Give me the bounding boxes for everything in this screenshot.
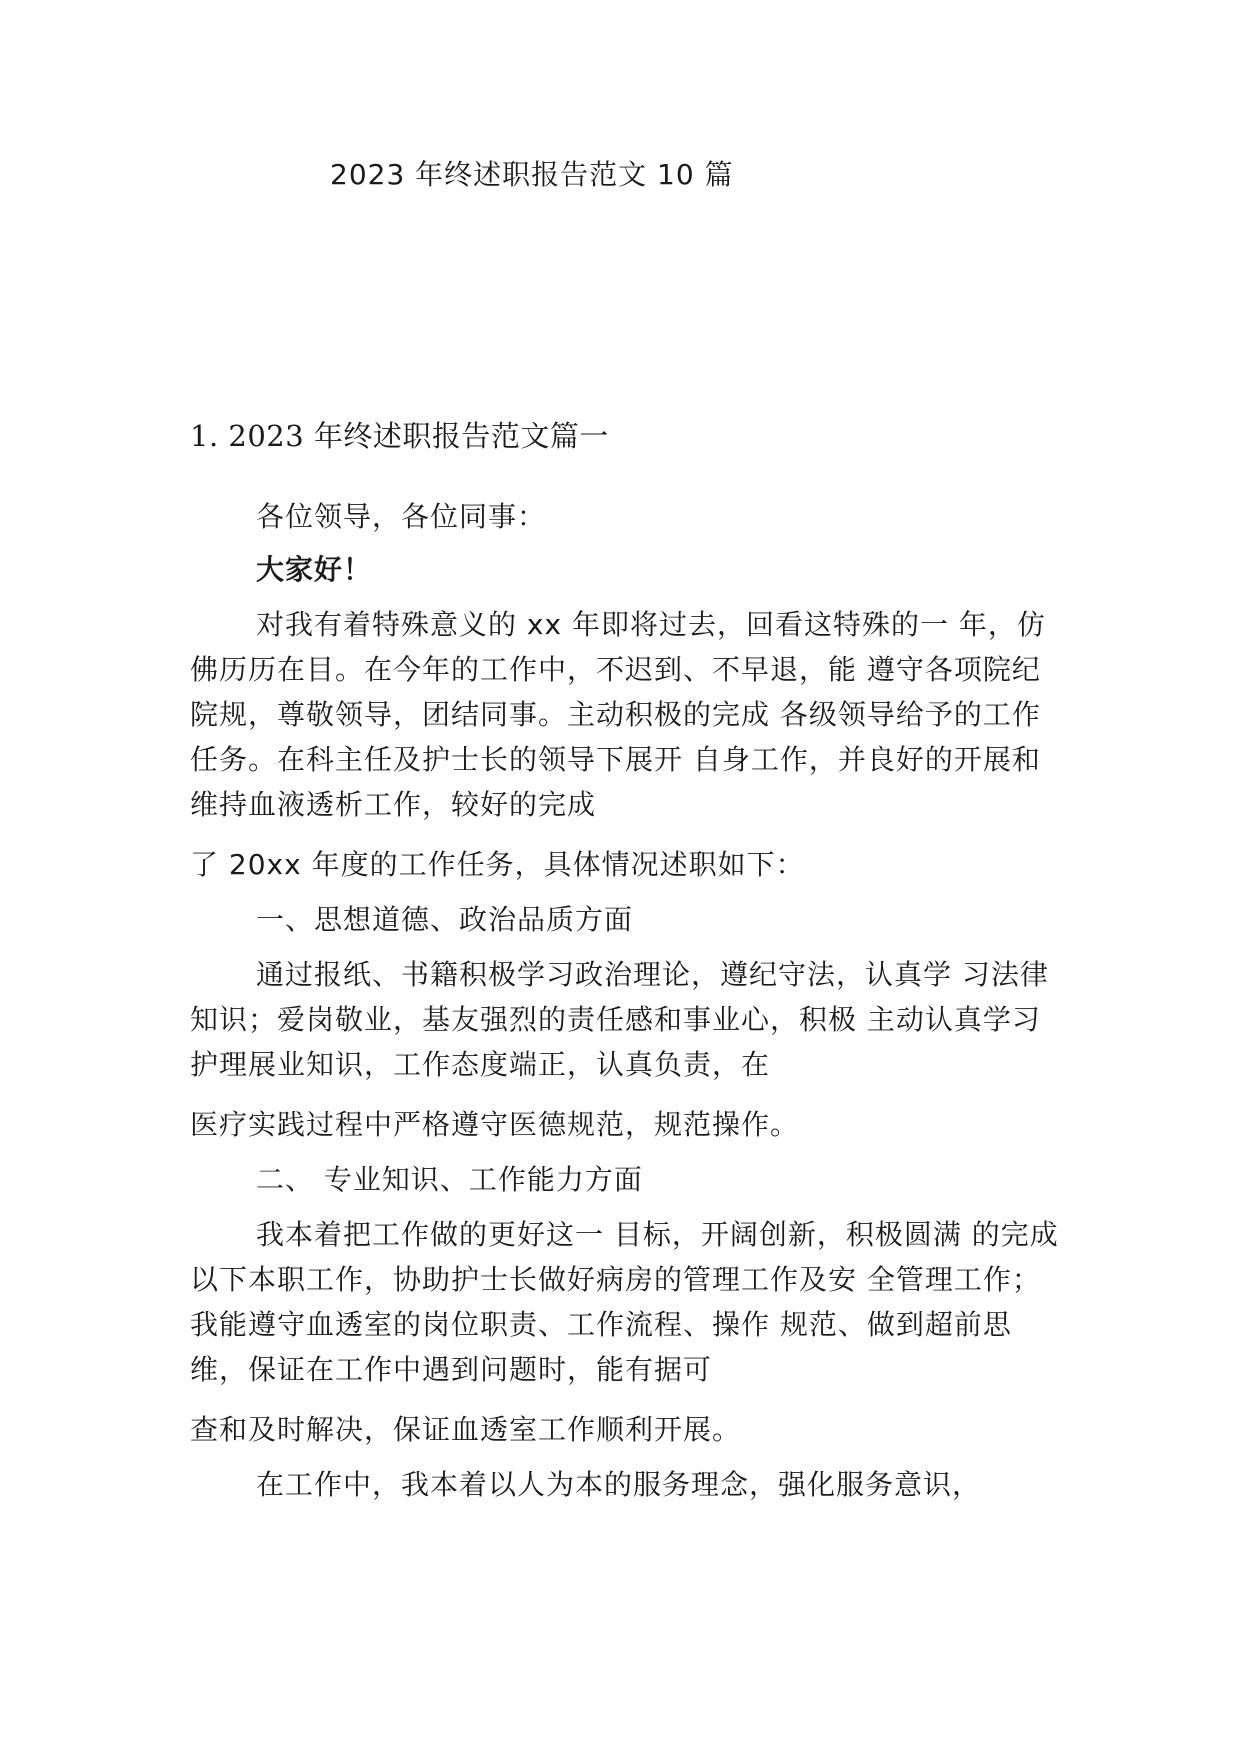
paragraph-line: 在工作中，我本着以人为本的服务理念，强化服务意识，	[256, 1468, 982, 1501]
section-title: 1. 2023 年终述职报告范文篇一	[190, 419, 609, 453]
paragraph-line: 以下本职工作，协助护士长做好病房的管理工作及安 全管理工作；	[190, 1263, 1041, 1296]
paragraph-line: 对我有着特殊意义的 xx 年即将过去，回看这特殊的一 年，仿	[256, 608, 1046, 641]
paragraph-line: 佛历历在目。在今年的工作中，不迟到、不早退，能 遵守各项院纪	[190, 653, 1041, 686]
paragraph-line: 了 20xx 年度的工作任务，具体情况述职如下：	[190, 848, 805, 881]
paragraph-line: 通过报纸、书籍积极学习政治理论，遵纪守法，认真学 习法律	[256, 958, 1049, 991]
paragraph-line: 维，保证在工作中遇到问题时，能有据可	[190, 1353, 713, 1386]
document-title: 2023 年终述职报告范文 10 篇	[330, 158, 734, 191]
paragraph-line: 我能遵守血透室的岗位职责、工作流程、操作 规范、做到超前思	[190, 1308, 1012, 1341]
paragraph-line: 医疗实践过程中严格遵守医德规范，规范操作。	[190, 1108, 800, 1141]
paragraph-line: 护理展业知识，工作态度端正，认真负责，在	[190, 1048, 771, 1081]
paragraph-line: 我本着把工作做的更好这一 目标，开阔创新，积极圆满 的完成	[256, 1218, 1059, 1251]
paragraph-line: 院规，尊敬领导，团结同事。主动积极的完成 各级领导给予的工作	[190, 698, 1041, 731]
paragraph-line: 维持血液透析工作，较好的完成	[190, 788, 597, 821]
greeting-line: 大家好！	[256, 553, 373, 586]
subheading: 一、思想道德、政治品质方面	[256, 903, 634, 936]
paragraph-line: 任务。在科主任及护士长的领导下展开 自身工作，并良好的开展和	[190, 743, 1041, 776]
paragraph-line: 知识；爱岗敬业，基友强烈的责任感和事业心，积极 主动认真学习	[190, 1003, 1041, 1036]
subheading: 二、 专业知识、工作能力方面	[256, 1163, 643, 1196]
salutation-line: 各位领导，各位同事：	[256, 500, 547, 533]
paragraph-line: 查和及时解决，保证血透室工作顺利开展。	[190, 1413, 742, 1446]
